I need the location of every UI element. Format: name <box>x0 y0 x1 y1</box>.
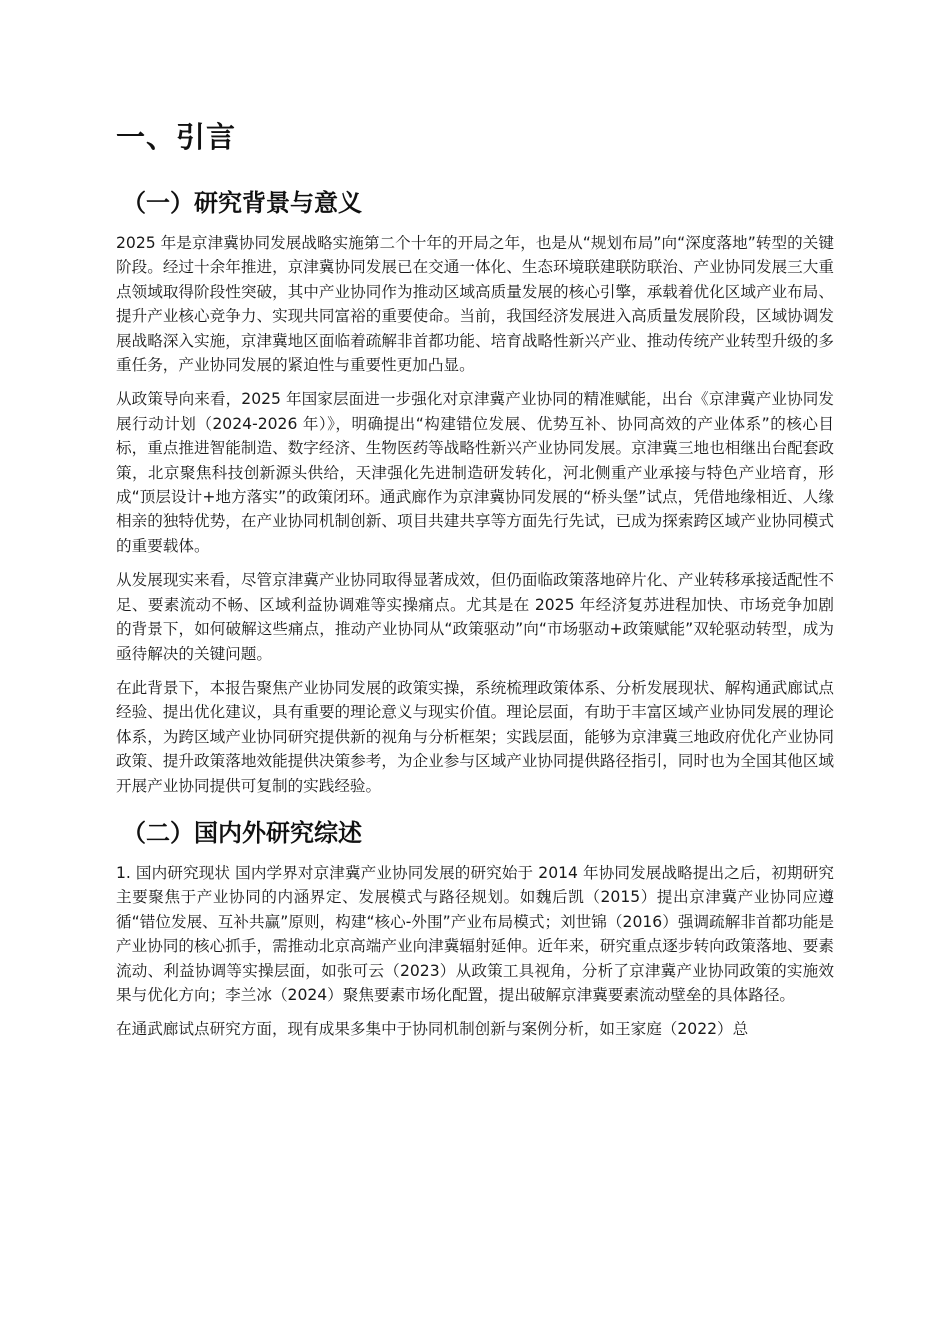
paragraph: 从政策导向来看，2025 年国家层面进一步强化对京津冀产业协同的精准赋能，出台《京津冀产业协同发展行动计划（2024-2026 年）》，明确提出“构建错位发展、优势互补、协同高效的产业体系”的核心目标，重点推进智能制造、数字经济、生物医药等战略性新兴产业协同发展。京津冀三地也相继出台配套政策，北京聚焦科技创新源头供给，天津强化先进制造研发转化，河北侧重产业承接与特色产业培育，形成“顶层设计+地方落实”的政策闭环。通武廊作为京津冀协同发展的“桥头堡”试点，凭借地缘相近、人缘相亲的独特优势，在产业协同机制创新、项目共建共享等方面先行先试，已成为探索跨区域产业协同模式的重要载体。 <box>116 390 834 555</box>
paragraph: 在此背景下，本报告聚焦产业协同发展的政策实操，系统梳理政策体系、分析发展现状、解构通武廊试点经验、提出优化建议，具有重要的理论意义与现实价值。理论层面，有助于丰富区域产业协同发展的理论体系，为跨区域产业协同研究提供新的视角与分析框架；实践层面，能够为京津冀三地政府优化产业协同政策、提升政策落地效能提供决策参考，为企业参与区域产业协同提供路径指引，同时也为全国其他区域开展产业协同提供可复制的实践经验。 <box>116 678 834 795</box>
document-content <box>116 112 834 1052</box>
chapter-heading: 一、引言 <box>116 120 237 154</box>
section-title-review: （二）国内外研究综述 <box>122 818 362 847</box>
paragraph: 1. 国内研究现状 国内学界对京津冀产业协同发展的研究始于 2014 年协同发展战略提出之后，初期研究主要聚焦于产业协同的内涵界定、发展模式与路径规划。如魏后凯（2015）提出京津冀产业协同应遵循“错位发展、互补共赢”原则，构建“核心-外围”产业布局模式；刘世锦（2016）强调疏解非首都功能是产业协同的核心抓手，需推动北京高端产业向津冀辐射延伸。近年来，研究重点逐步转向政策落地、要素流动、利益协调等实操层面，如张可云（2023）从政策工具视角，分析了京津冀产业协同政策的实施效果与优化方向；李兰冰（2024）聚焦要素市场化配置，提出破解京津冀要素流动壁垒的具体路径。 <box>116 863 834 1004</box>
paragraph: 在通武廊试点研究方面，现有成果多集中于协同机制创新与案例分析，如王家庭（2022）总 <box>116 1020 749 1039</box>
paragraph: 从发展现实来看，尽管京津冀产业协同取得显著成效，但仍面临政策落地碎片化、产业转移承接适配性不足、要素流动不畅、区域利益协调难等实操痛点。尤其是在 2025 年经济复苏进程加快、市场竞争加剧的背景下，如何破解这些痛点，推动产业协同从“政策驱动”向“市场驱动+政策赋能”双轮驱动转型，成为亟待解决的关键问题。 <box>116 571 834 663</box>
section-title-background: （一）研究背景与意义 <box>122 189 362 217</box>
paragraph: 2025 年是京津冀协同发展战略实施第二个十年的开局之年，也是从“规划布局”向“深度落地”转型的关键阶段。经过十余年推进，京津冀协同发展已在交通一体化、生态环境联建联防联治、产业协同发展三大重点领域取得阶段性突破，其中产业协同作为推动区域高质量发展的核心引擎，承载着优化区域产业布局、提升产业核心竞争力、实现共同富裕的重要使命。当前，我国经济发展进入高质量发展阶段，区域协调发展战略深入实施，京津冀地区面临着疏解非首都功能、培育战略性新兴产业、推动传统产业转型升级的多重任务，产业协同发展的紧迫性与重要性更加凸显。 <box>116 234 834 375</box>
